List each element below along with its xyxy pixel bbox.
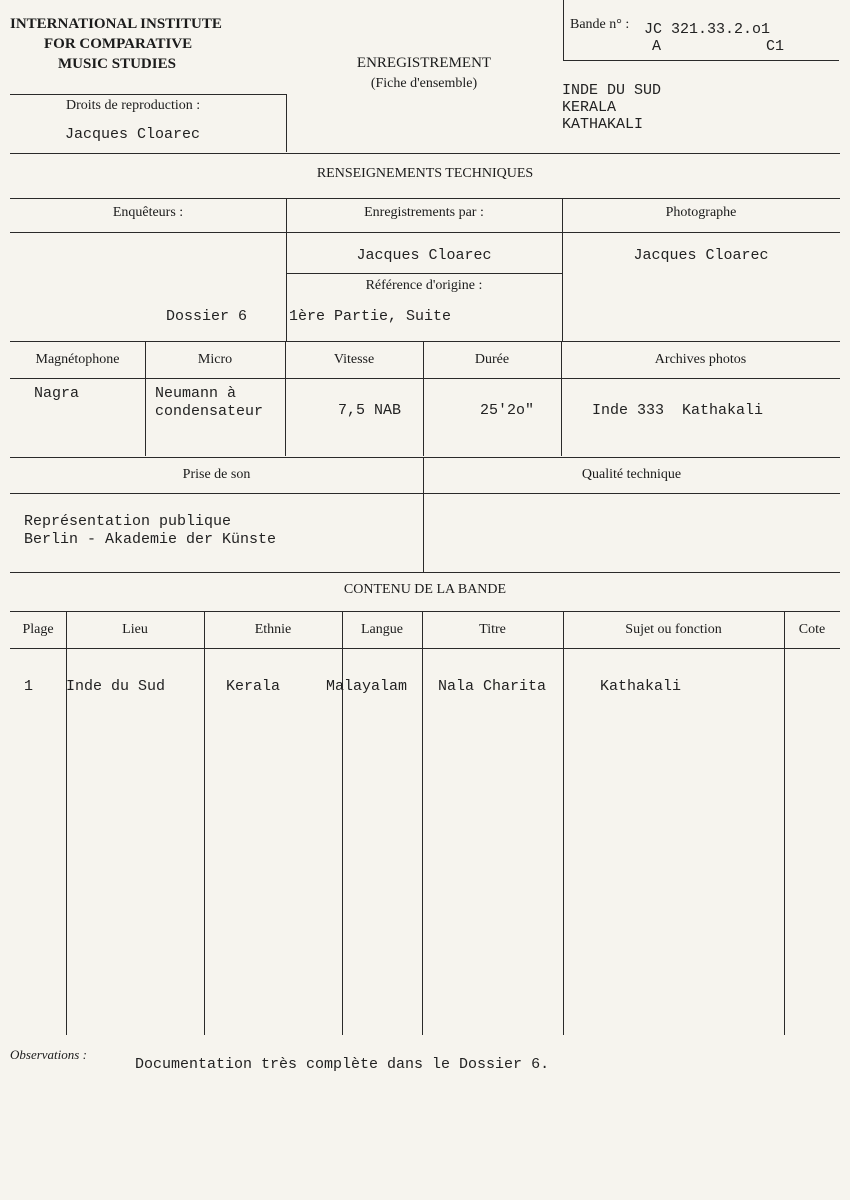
cell-langue: Malayalam — [326, 678, 408, 695]
qualite-label: Qualité technique — [581, 467, 682, 482]
rule-contents-top — [10, 572, 840, 573]
col-divider-micro — [145, 341, 146, 456]
duree-label: Durée — [474, 352, 510, 367]
prise-value-line-2: Berlin - Akademie der Künste — [24, 531, 277, 548]
observations-text: Documentation très complète dans le Dossier 6. — [135, 1056, 550, 1073]
droits-label: Droits de reproduction : — [66, 98, 201, 113]
rule-reference — [286, 273, 562, 274]
bande-number: JC 321.33.2.o1 — [644, 21, 771, 38]
col-header-plage: Plage — [22, 622, 54, 637]
cell-plage: 1 — [24, 678, 34, 695]
droits-box-top-border — [10, 94, 286, 95]
cell-ethnie: Kerala — [226, 678, 281, 695]
rule-technical-top — [10, 153, 840, 154]
bande-box-bottom-border — [563, 60, 839, 61]
institute-line-3: MUSIC STUDIES — [58, 56, 176, 72]
enregistrements-label: Enregistrements par : — [364, 205, 484, 220]
col-divider-qualite — [423, 457, 424, 572]
region-block — [562, 82, 661, 133]
region-line-2: KERALA — [562, 99, 617, 116]
enqueteurs-label: Enquêteurs : — [112, 205, 184, 220]
col-divider-titre — [422, 611, 423, 1035]
col-divider-cote — [784, 611, 785, 1035]
photographe-value: Jacques Cloarec — [633, 247, 769, 264]
col-divider-archives — [561, 341, 562, 456]
col-header-ethnie: Ethnie — [254, 622, 292, 637]
bande-box-left-border — [563, 0, 564, 60]
cell-titre: Nala Charita — [438, 678, 547, 695]
duree-value: 25'2o" — [480, 402, 535, 419]
contents-section-title: CONTENU DE LA BANDE — [343, 582, 507, 597]
col-divider-duree — [423, 341, 424, 456]
rule-equipment-labels — [10, 378, 840, 379]
region-line-3: KATHAKALI — [562, 116, 644, 133]
rule-technical-labels — [10, 232, 840, 233]
col-header-sujet: Sujet ou fonction — [625, 622, 722, 637]
institute-line-2: FOR COMPARATIVE — [44, 36, 193, 52]
col-divider-lieu — [66, 611, 67, 1035]
form-title: ENREGISTREMENT — [356, 55, 492, 71]
rule-prise-top — [10, 457, 840, 458]
bande-side: A — [652, 38, 662, 55]
vitesse-value: 7,5 NAB — [338, 402, 402, 419]
bande-code: C1 — [766, 38, 785, 55]
col-header-cote: Cote — [798, 622, 826, 637]
form-subtitle: (Fiche d'ensemble) — [370, 76, 478, 91]
rule-technical-header — [10, 198, 840, 199]
enregistrements-value: Jacques Cloarec — [356, 247, 492, 264]
col-divider-enreg — [286, 198, 287, 341]
bande-label: Bande n° : — [570, 17, 630, 32]
droits-box-right-border — [286, 94, 287, 152]
magnetophone-value: Nagra — [34, 385, 80, 402]
reference-value: 1ère Partie, Suite — [289, 308, 452, 325]
col-header-lieu: Lieu — [122, 622, 148, 637]
archives-label: Archives photos — [654, 352, 747, 367]
micro-value-line-1: Neumann à — [155, 385, 237, 402]
micro-value-line-2: condensateur — [155, 403, 264, 420]
col-divider-ethnie — [204, 611, 205, 1035]
rule-contents-header-top — [10, 611, 840, 612]
technical-section-title: RENSEIGNEMENTS TECHNIQUES — [316, 166, 534, 181]
institute-line-1: INTERNATIONAL INSTITUTE — [10, 16, 222, 32]
col-divider-sujet — [563, 611, 564, 1035]
cell-sujet: Kathakali — [600, 678, 682, 695]
reference-label: Référence d'origine : — [365, 278, 483, 293]
col-divider-vitesse — [285, 341, 286, 456]
col-divider-langue — [342, 611, 343, 1035]
photographe-label: Photographe — [665, 205, 737, 220]
magnetophone-label: Magnétophone — [35, 352, 120, 367]
cell-lieu: Inde du Sud — [66, 678, 166, 695]
droits-value: Jacques Cloarec — [65, 126, 201, 143]
micro-value — [155, 385, 263, 421]
archives-value: Inde 333 Kathakali — [592, 402, 764, 419]
prise-value — [24, 513, 276, 549]
dossier-value: Dossier 6 — [166, 308, 248, 325]
region-line-1: INDE DU SUD — [562, 82, 662, 99]
vitesse-label: Vitesse — [333, 352, 375, 367]
col-divider-photo — [562, 198, 563, 341]
rule-contents-header-bottom — [10, 648, 840, 649]
rule-prise-labels — [10, 493, 840, 494]
col-header-langue: Langue — [361, 622, 403, 637]
institute-name — [10, 14, 260, 74]
rule-equipment-top — [10, 341, 840, 342]
micro-label: Micro — [197, 352, 233, 367]
prise-value-line-1: Représentation publique — [24, 513, 232, 530]
prise-label: Prise de son — [182, 467, 251, 482]
observations-label: Observations : — [10, 1047, 87, 1062]
col-header-titre: Titre — [479, 622, 506, 637]
